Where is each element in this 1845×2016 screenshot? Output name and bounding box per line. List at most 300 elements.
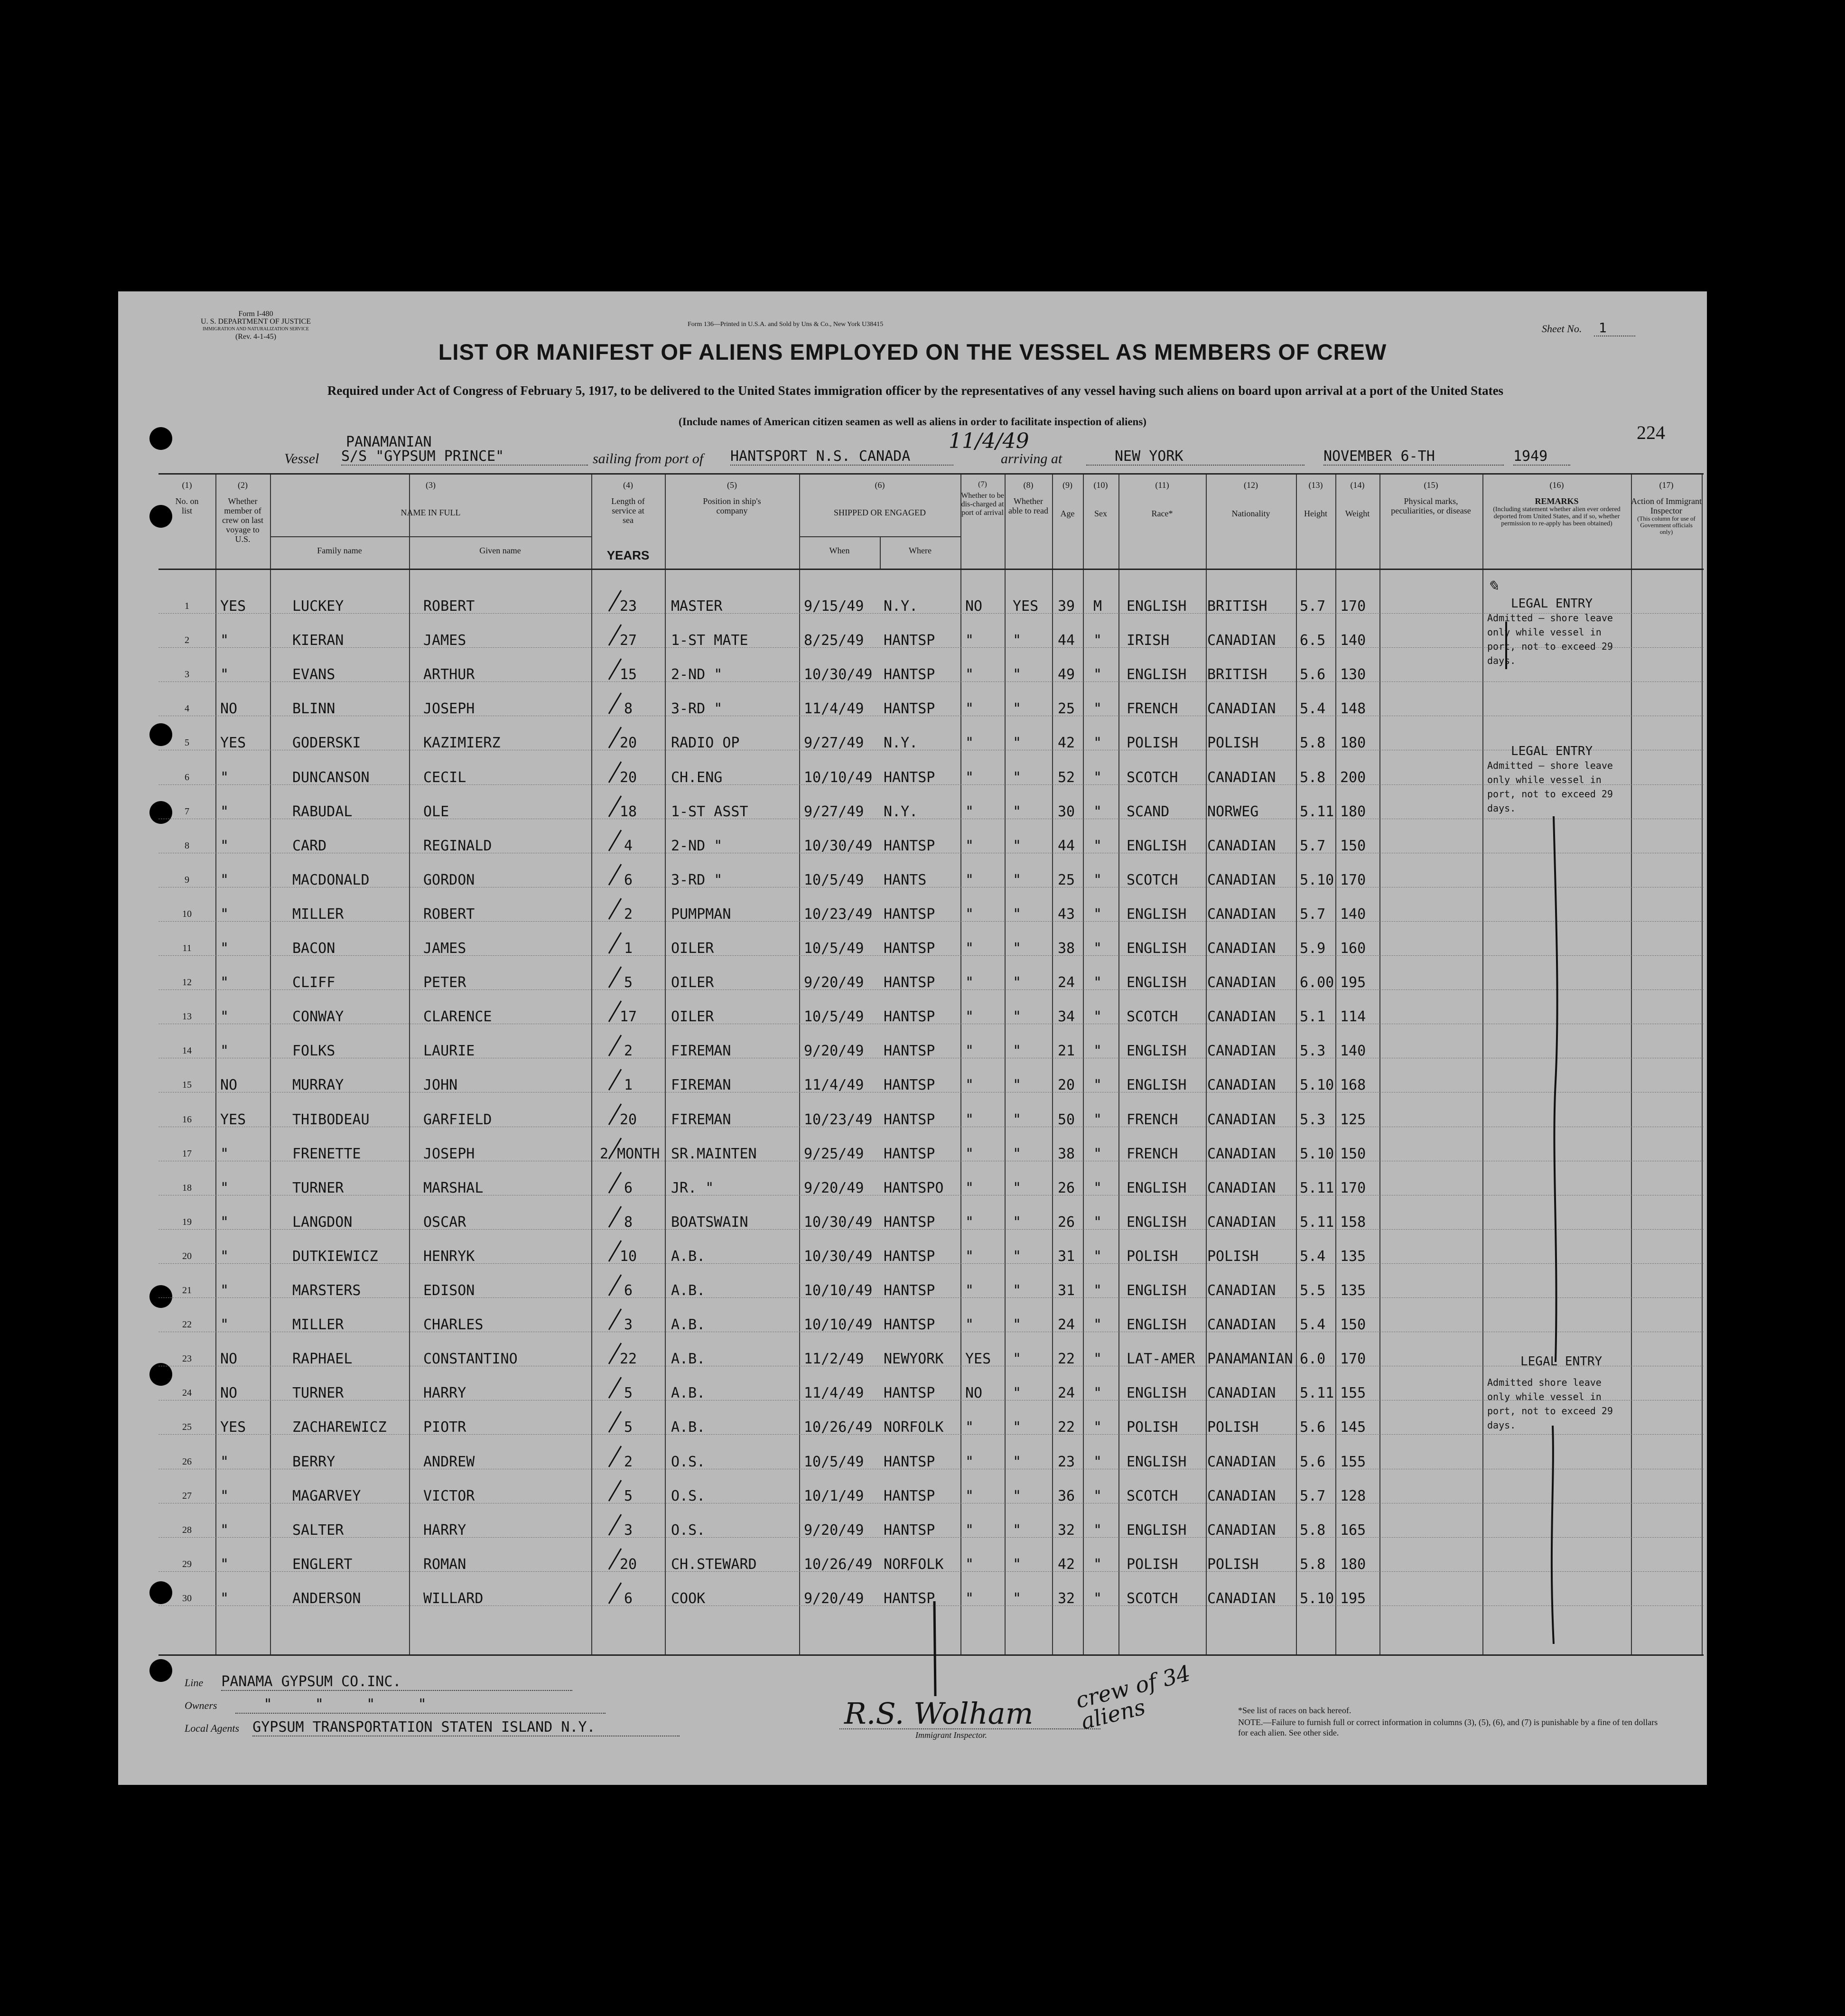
cell-service: 2 MONTH <box>600 1145 660 1162</box>
cell-position: CH.STEWARD <box>671 1556 757 1573</box>
cell-service: 4 <box>624 837 633 854</box>
cell-when: 10/5/49 <box>804 1008 864 1026</box>
cell-given: OSCAR <box>423 1213 466 1231</box>
cell-where: HANTSP <box>884 1008 935 1026</box>
cell-weight: 168 <box>1340 1077 1366 1094</box>
table-row <box>158 955 1704 990</box>
check-mark <box>607 1274 626 1297</box>
col-num: (15) <box>1424 480 1438 490</box>
table-row <box>158 1297 1704 1332</box>
cell-sex: " <box>1093 803 1102 820</box>
cell-nat: CANADIAN <box>1207 905 1276 923</box>
col-label: Weight <box>1345 509 1370 518</box>
cell-given: MARSHAL <box>423 1179 484 1196</box>
col-label: Race* <box>1151 509 1173 518</box>
cell-age: 30 <box>1058 803 1075 820</box>
cell-position: JR. " <box>671 1179 714 1196</box>
cell-family: LUCKEY <box>292 598 344 615</box>
cell-prev: " <box>220 905 229 923</box>
cell-when: 9/27/49 <box>804 803 864 820</box>
cell-service: 8 <box>624 1213 633 1231</box>
cell-height: 5.4 <box>1300 700 1326 718</box>
cell-height: 5.9 <box>1300 940 1326 957</box>
cell-race: SCOTCH <box>1127 1008 1178 1026</box>
cell-sex: " <box>1093 940 1102 957</box>
cell-age: 32 <box>1058 1521 1075 1539</box>
cell-read: " <box>1013 1590 1022 1607</box>
col-label: Whether member of crew on last voyage to U.S. <box>222 496 263 544</box>
cell-race: POLISH <box>1127 1556 1178 1573</box>
cell-where: HANTSP <box>884 1385 935 1402</box>
cell-sex: " <box>1093 632 1102 649</box>
handwritten-stroke <box>925 1601 944 1696</box>
cell-family: RABUDAL <box>292 803 353 820</box>
cell-given: WILLARD <box>423 1590 484 1607</box>
cell-given: REGINALD <box>423 837 492 854</box>
cell-prev: " <box>220 1453 229 1470</box>
cell-weight: 140 <box>1340 1043 1366 1060</box>
row-number: 8 <box>185 840 189 851</box>
cell-prev: " <box>220 1590 229 1607</box>
cell-sex: " <box>1093 1248 1102 1265</box>
line-value: PANAMA GYPSUM CO.INC. <box>221 1673 572 1691</box>
check-mark <box>607 692 626 715</box>
cell-weight: 158 <box>1340 1213 1366 1231</box>
cell-family: BERRY <box>292 1453 335 1470</box>
cell-race: POLISH <box>1127 735 1178 752</box>
cell-given: ROBERT <box>423 598 475 615</box>
cell-nat: CANADIAN <box>1207 1385 1276 1402</box>
cell-read: " <box>1013 666 1022 683</box>
cell-position: OILER <box>671 940 714 957</box>
cell-weight: 170 <box>1340 598 1366 615</box>
cell-age: 43 <box>1058 905 1075 923</box>
cell-position: FIREMAN <box>671 1111 731 1128</box>
cell-service: 1 <box>624 1077 633 1094</box>
sheet-label: Sheet No. <box>1542 323 1582 335</box>
cell-disch: " <box>965 1213 974 1231</box>
cell-service: 27 <box>619 632 637 649</box>
cell-family: MILLER <box>292 905 344 923</box>
cell-weight: 155 <box>1340 1385 1366 1402</box>
cell-service: 6 <box>624 1282 633 1299</box>
table-row <box>158 1571 1704 1606</box>
cell-disch: " <box>965 1590 974 1607</box>
table-row <box>158 989 1704 1024</box>
cell-height: 5.3 <box>1300 1043 1326 1060</box>
cell-prev: " <box>220 769 229 786</box>
cell-prev: YES <box>220 1111 246 1128</box>
remarks-title: LEGAL ENTRY <box>1511 744 1593 758</box>
cell-race: SCOTCH <box>1127 1590 1178 1607</box>
punch-hole <box>149 427 172 450</box>
col-num: (2) <box>238 480 248 490</box>
cell-height: 5.7 <box>1300 598 1326 615</box>
cell-service: 23 <box>619 598 637 615</box>
cell-given: KAZIMIERZ <box>423 735 501 752</box>
cell-position: A.B. <box>671 1282 706 1299</box>
cell-family: MURRAY <box>292 1077 344 1094</box>
cell-read: " <box>1013 1351 1022 1368</box>
cell-prev: YES <box>220 735 246 752</box>
cell-race: ENGLISH <box>1127 598 1187 615</box>
row-number: 2 <box>185 635 189 646</box>
cell-weight: 140 <box>1340 905 1366 923</box>
cell-disch: " <box>965 1145 974 1162</box>
cell-prev: " <box>220 666 229 683</box>
cell-race: ENGLISH <box>1127 940 1187 957</box>
cell-race: IRISH <box>1127 632 1170 649</box>
cell-sex: " <box>1093 871 1102 888</box>
cell-height: 5.4 <box>1300 1248 1326 1265</box>
cell-disch: " <box>965 940 974 957</box>
col-label: Nationality <box>1231 509 1270 518</box>
cell-height: 5.6 <box>1300 1419 1326 1436</box>
cell-position: O.S. <box>671 1521 706 1539</box>
cell-disch: NO <box>965 1385 983 1402</box>
cell-read: " <box>1013 803 1022 820</box>
check-mark <box>607 795 626 818</box>
cell-weight: 180 <box>1340 803 1366 820</box>
cell-read: " <box>1013 1521 1022 1539</box>
cell-disch: " <box>965 1556 974 1573</box>
cell-race: ENGLISH <box>1127 1453 1187 1470</box>
cell-where: HANTSP <box>884 700 935 718</box>
cell-nat: POLISH <box>1207 1556 1259 1573</box>
table-row <box>158 1229 1704 1264</box>
form-id-line: IMMIGRATION AND NATURALIZATION SERVICE <box>203 327 309 332</box>
cell-race: ENGLISH <box>1127 1213 1187 1231</box>
cell-race: ENGLISH <box>1127 1316 1187 1334</box>
cell-disch: " <box>965 769 974 786</box>
cell-service: 6 <box>624 871 633 888</box>
cell-sex: " <box>1093 1316 1102 1334</box>
cell-race: ENGLISH <box>1127 666 1187 683</box>
cell-disch: " <box>965 1316 974 1334</box>
cell-service: 2 <box>624 1043 633 1060</box>
col-num: (6) <box>875 480 885 490</box>
owners-field <box>185 1696 606 1714</box>
cell-weight: 135 <box>1340 1248 1366 1265</box>
cell-read: " <box>1013 1145 1022 1162</box>
check-mark <box>607 1171 626 1194</box>
cell-where: HANTSP <box>884 974 935 991</box>
cell-age: 44 <box>1058 632 1075 649</box>
cell-where: HANTSP <box>884 1487 935 1504</box>
cell-disch: " <box>965 1077 974 1094</box>
cell-sex: " <box>1093 1213 1102 1231</box>
check-mark <box>607 863 626 886</box>
cell-where: HANTSP <box>884 1043 935 1060</box>
cell-where: NEWYORK <box>884 1351 944 1368</box>
col-num: (4) <box>623 480 633 490</box>
cell-service: 20 <box>619 769 637 786</box>
cell-age: 24 <box>1058 974 1075 991</box>
cell-sex: " <box>1093 769 1102 786</box>
cell-when: 9/20/49 <box>804 974 864 991</box>
cell-when: 10/5/49 <box>804 940 864 957</box>
cell-race: POLISH <box>1127 1248 1178 1265</box>
cell-sex: " <box>1093 700 1102 718</box>
col-label: Action of Immigrant Inspector <box>1631 496 1702 515</box>
cell-family: MACDONALD <box>292 871 370 888</box>
cell-given: HARRY <box>423 1521 466 1539</box>
col-num: (12) <box>1244 480 1258 490</box>
cell-position: A.B. <box>671 1316 706 1334</box>
cell-family: TURNER <box>292 1179 344 1196</box>
cell-age: 24 <box>1058 1316 1075 1334</box>
cell-disch: " <box>965 1008 974 1026</box>
cell-given: PETER <box>423 974 466 991</box>
cell-when: 9/25/49 <box>804 1145 864 1162</box>
printer-note: Form 136—Printed in U.S.A. and Sold by Uns & Co., New York U38415 <box>688 321 884 328</box>
cell-read: " <box>1013 1453 1022 1470</box>
ditto-stroke <box>1535 1426 1573 1644</box>
cell-family: RAPHAEL <box>292 1351 353 1368</box>
cell-family: FRENETTE <box>292 1145 361 1162</box>
cell-when: 9/20/49 <box>804 1043 864 1060</box>
table-row <box>158 1503 1704 1538</box>
cell-family: MARSTERS <box>292 1282 361 1299</box>
table-row <box>158 1024 1704 1058</box>
cell-read: YES <box>1013 598 1039 615</box>
cell-family: CONWAY <box>292 1008 344 1026</box>
check-mark <box>607 829 626 852</box>
cell-position: 3-RD " <box>671 871 723 888</box>
cell-family: DUTKIEWICZ <box>292 1248 378 1265</box>
row-number: 5 <box>185 737 189 748</box>
cell-family: MAGARVEY <box>292 1487 361 1504</box>
cell-prev: " <box>220 1521 229 1539</box>
col-num: (14) <box>1350 480 1365 490</box>
cell-height: 5.8 <box>1300 1521 1326 1539</box>
cell-prev: " <box>220 1213 229 1231</box>
row-number: 24 <box>182 1388 192 1399</box>
cell-given: LAURIE <box>423 1043 475 1060</box>
cell-disch: " <box>965 1521 974 1539</box>
cell-given: ROMAN <box>423 1556 466 1573</box>
cell-weight: 150 <box>1340 837 1366 854</box>
check-mark <box>607 1445 626 1468</box>
cell-race: ENGLISH <box>1127 1043 1187 1060</box>
cell-sex: " <box>1093 837 1102 854</box>
cell-prev: YES <box>220 598 246 615</box>
cell-position: OILER <box>671 1008 714 1026</box>
table-row <box>158 887 1704 922</box>
ditto-stroke <box>1492 622 1520 669</box>
row-number: 16 <box>182 1114 192 1125</box>
cell-given: CONSTANTINO <box>423 1351 518 1368</box>
cell-where: NORFOLK <box>884 1556 944 1573</box>
cell-weight: 148 <box>1340 700 1366 718</box>
cell-sex: " <box>1093 1556 1102 1573</box>
include-note: (Include names of American citizen seamen as well as aliens in order to facilitate inspection of aliens) <box>679 416 1146 428</box>
ditto-stroke <box>1535 816 1573 1362</box>
check-mark <box>607 1068 626 1091</box>
cell-nat: CANADIAN <box>1207 1145 1276 1162</box>
cell-disch: " <box>965 735 974 752</box>
cell-nat: CANADIAN <box>1207 632 1276 649</box>
cell-weight: 125 <box>1340 1111 1366 1128</box>
cell-when: 10/30/49 <box>804 1248 873 1265</box>
check-mark <box>607 1240 626 1262</box>
form-id-line: U. S. DEPARTMENT OF JUSTICE <box>201 317 311 326</box>
family-name-header: Family name <box>317 546 362 555</box>
cell-when: 11/2/49 <box>804 1351 864 1368</box>
check-mark <box>607 761 626 784</box>
cell-service: 17 <box>619 1008 637 1026</box>
table-row <box>158 1366 1704 1400</box>
cell-position: 2-ND " <box>671 837 723 854</box>
check-mark <box>607 1308 626 1331</box>
cell-nat: CANADIAN <box>1207 1521 1276 1539</box>
cell-nat: BRITISH <box>1207 666 1267 683</box>
cell-family: BLINN <box>292 700 335 718</box>
cell-given: ROBERT <box>423 905 475 923</box>
row-number: 12 <box>182 977 192 988</box>
check-mark <box>607 1582 626 1605</box>
cell-where: HANTSP <box>884 1248 935 1265</box>
cell-nat: CANADIAN <box>1207 974 1276 991</box>
cell-race: POLISH <box>1127 1419 1178 1436</box>
col-label: Length of service at sea <box>611 496 645 525</box>
cell-height: 6.0 <box>1300 1351 1326 1368</box>
form-id-line: (Rev. 4-1-45) <box>235 333 277 341</box>
manifest-sheet <box>118 291 1707 1785</box>
cell-given: JAMES <box>423 632 466 649</box>
cell-when: 10/23/49 <box>804 1111 873 1128</box>
cell-family: BACON <box>292 940 335 957</box>
penalty-note: NOTE.—Failure to furnish full or correct information in columns (3), (5), (6), and (7) is punishable by a fine of ten dollars for each alien. See other side. <box>1238 1717 1658 1737</box>
cell-nat: CANADIAN <box>1207 1111 1276 1128</box>
cell-sex: " <box>1093 1282 1102 1299</box>
cell-race: ENGLISH <box>1127 905 1187 923</box>
cell-height: 6.5 <box>1300 632 1326 649</box>
cell-age: 22 <box>1058 1419 1075 1436</box>
cell-family: FOLKS <box>292 1043 335 1060</box>
cell-prev: YES <box>220 1419 246 1436</box>
row-number: 1 <box>185 601 189 611</box>
cell-nat: CANADIAN <box>1207 1453 1276 1470</box>
cell-race: FRENCH <box>1127 1111 1178 1128</box>
cell-given: OLE <box>423 803 449 820</box>
cell-when: 9/20/49 <box>804 1590 864 1607</box>
col-label: No. on list <box>175 496 199 515</box>
cell-read: " <box>1013 1008 1022 1026</box>
cell-service: 6 <box>624 1179 633 1196</box>
row-number: 21 <box>182 1285 192 1296</box>
cell-disch: " <box>965 666 974 683</box>
cell-prev: " <box>220 871 229 888</box>
cell-position: RADIO OP <box>671 735 740 752</box>
cell-where: HANTSP <box>884 1590 935 1607</box>
table-row <box>158 921 1704 956</box>
cell-position: SR.MAINTEN <box>671 1145 757 1162</box>
cell-position: A.B. <box>671 1351 706 1368</box>
when-header: When <box>829 546 850 555</box>
col-label: Whether able to read <box>1008 496 1048 515</box>
cell-nat: CANADIAN <box>1207 769 1276 786</box>
cell-sex: " <box>1093 1590 1102 1607</box>
cell-disch: " <box>965 871 974 888</box>
cell-height: 5.11 <box>1300 803 1334 820</box>
cell-race: LAT-AMER <box>1127 1351 1195 1368</box>
cell-where: HANTSP <box>884 940 935 957</box>
cell-prev: " <box>220 1145 229 1162</box>
cell-service: 5 <box>624 1385 633 1402</box>
cell-height: 5.7 <box>1300 837 1326 854</box>
cell-when: 11/4/49 <box>804 1077 864 1094</box>
cell-race: ENGLISH <box>1127 1282 1187 1299</box>
row-number: 13 <box>182 1011 192 1022</box>
cell-where: HANTSP <box>884 1145 935 1162</box>
cell-when: 10/23/49 <box>804 905 873 923</box>
col-label: Sex <box>1094 509 1107 518</box>
table-row <box>158 716 1704 750</box>
arriving-port: NEW YORK <box>1086 448 1305 466</box>
remarks-block <box>1487 744 1630 815</box>
row-number: 7 <box>185 806 189 817</box>
cell-height: 5.5 <box>1300 1282 1326 1299</box>
row-number: 28 <box>182 1524 192 1535</box>
cell-weight: 170 <box>1340 871 1366 888</box>
table-row <box>158 613 1704 648</box>
cell-prev: " <box>220 1487 229 1504</box>
vessel-name: S/S "GYPSUM PRINCE" <box>341 448 588 466</box>
cell-position: COOK <box>671 1590 706 1607</box>
cell-when: 10/10/49 <box>804 1316 873 1334</box>
cell-prev: NO <box>220 700 238 718</box>
cell-prev: NO <box>220 1351 238 1368</box>
cell-sex: " <box>1093 1043 1102 1060</box>
cell-when: 10/5/49 <box>804 1453 864 1470</box>
cell-nat: CANADIAN <box>1207 871 1276 888</box>
vessel-nationality: PANAMANIAN <box>346 434 432 450</box>
cell-weight: 130 <box>1340 666 1366 683</box>
cell-read: " <box>1013 1385 1022 1402</box>
cell-given: CECIL <box>423 769 466 786</box>
cell-service: 18 <box>619 803 637 820</box>
cell-sex: " <box>1093 1419 1102 1436</box>
given-name-header: Given name <box>479 546 521 555</box>
cell-where: HANTSP <box>884 1316 935 1334</box>
cell-age: 52 <box>1058 769 1075 786</box>
cell-sex: " <box>1093 1385 1102 1402</box>
where-header: Where <box>909 546 932 555</box>
cell-age: 49 <box>1058 666 1075 683</box>
cell-given: JOSEPH <box>423 700 475 718</box>
cell-read: " <box>1013 735 1022 752</box>
cell-position: CH.ENG <box>671 769 723 786</box>
col-num: (16) <box>1549 480 1564 490</box>
cell-when: 10/30/49 <box>804 666 873 683</box>
col-num: (9) <box>1062 480 1072 490</box>
cell-when: 11/4/49 <box>804 1385 864 1402</box>
table-row <box>158 1127 1704 1161</box>
check-mark <box>607 1205 626 1228</box>
cell-race: ENGLISH <box>1127 1077 1187 1094</box>
cell-service: 22 <box>619 1351 637 1368</box>
cell-height: 5.11 <box>1300 1385 1334 1402</box>
cell-family: CLIFF <box>292 974 335 991</box>
cell-prev: " <box>220 1043 229 1060</box>
cell-service: 20 <box>619 735 637 752</box>
table-row <box>158 1058 1704 1092</box>
cell-sex: " <box>1093 1145 1102 1162</box>
cell-nat: CANADIAN <box>1207 837 1276 854</box>
row-number: 15 <box>182 1080 192 1091</box>
cell-read: " <box>1013 1282 1022 1299</box>
